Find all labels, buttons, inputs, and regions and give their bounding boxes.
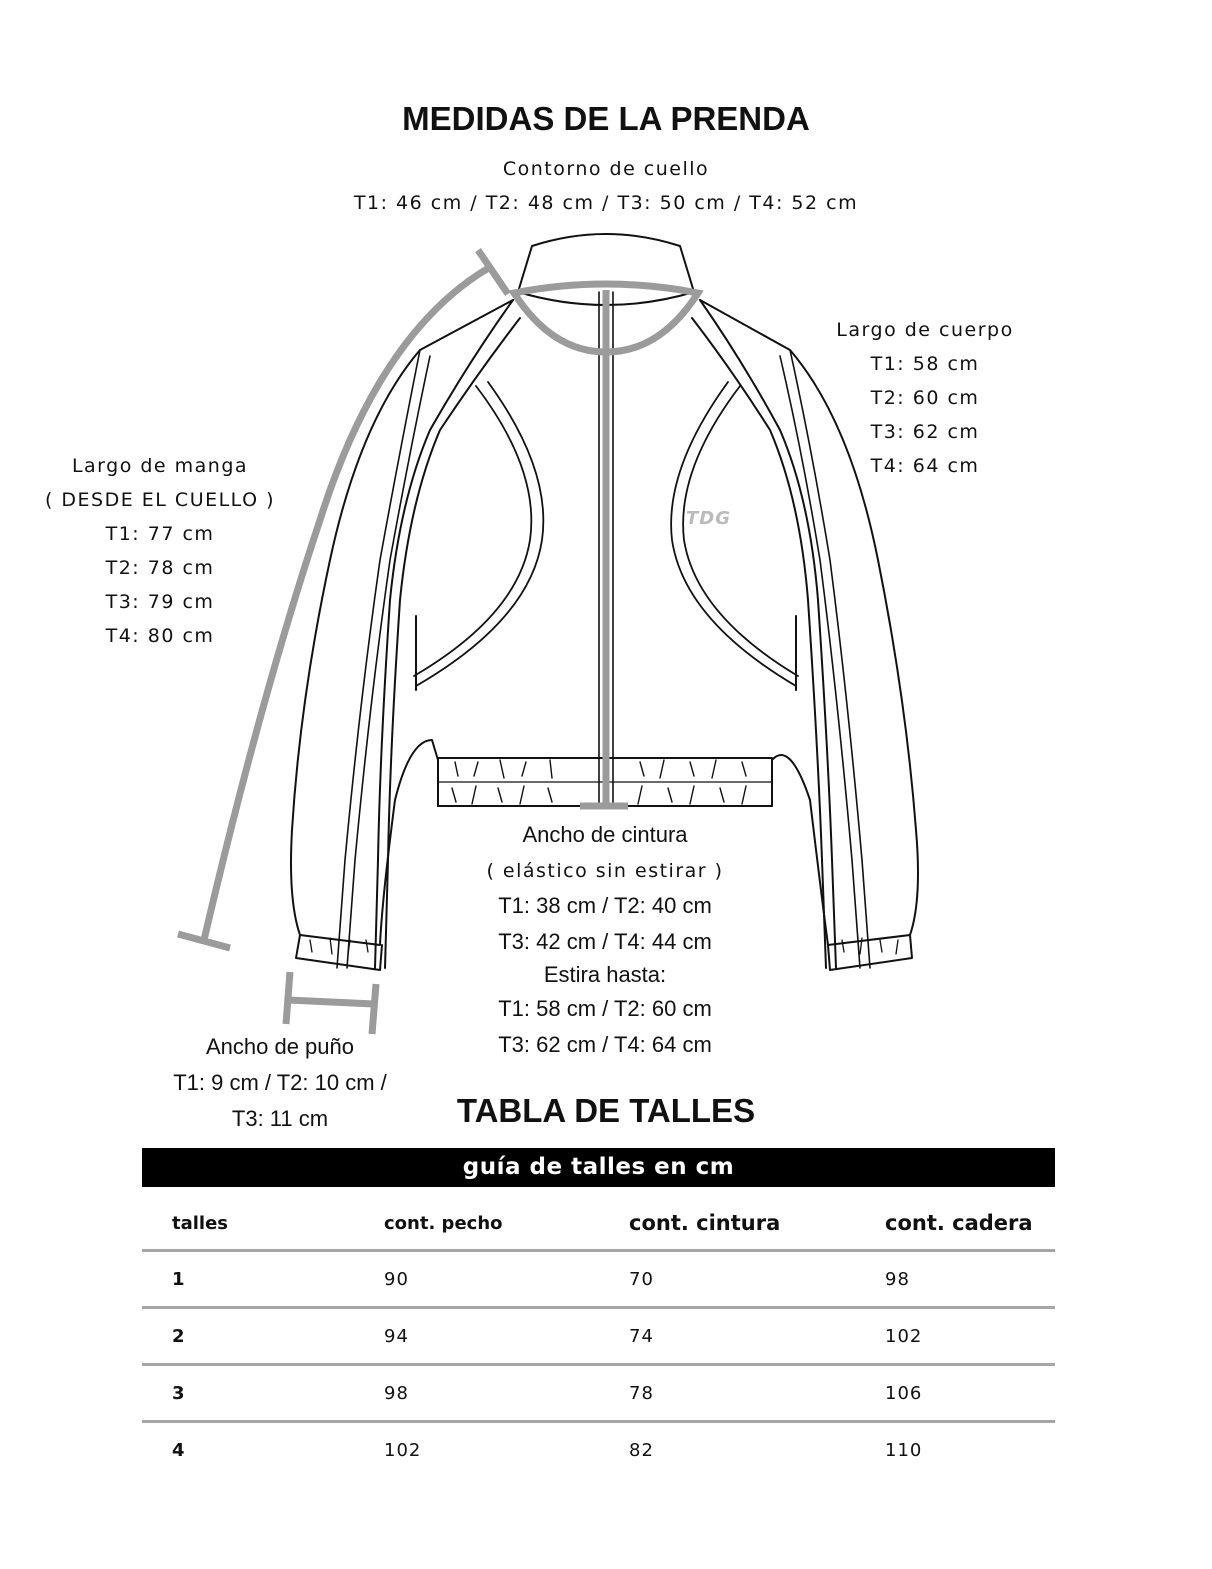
body-length-t1: T1: 58 cm [870, 353, 980, 375]
body-length-t3: T3: 62 cm [870, 421, 980, 443]
header-talles: talles [142, 1197, 384, 1251]
body-length-label: Largo de cuerpo [836, 319, 1014, 341]
table-header-row [142, 1197, 1055, 1251]
brand-logo: TDG [686, 508, 731, 529]
size-table-title: TABLA DE TALLES [456, 1092, 756, 1129]
cell-cadera: 98 [885, 1251, 1055, 1308]
waist-row1: T1: 38 cm / T2: 40 cm [498, 893, 712, 918]
cell-talle: 4 [172, 1439, 186, 1461]
cell-cadera: 106 [885, 1365, 1055, 1422]
cell-pecho: 90 [384, 1251, 629, 1308]
sleeve-label: Largo de manga [71, 455, 249, 477]
cuff-row1: T1: 9 cm / T2: 10 cm / [173, 1070, 387, 1095]
page-title: MEDIDAS DE LA PRENDA [402, 100, 810, 137]
cell-talle: 2 [142, 1308, 384, 1365]
sleeve-t1: T1: 77 cm [105, 523, 215, 545]
sleeve-t2: T2: 78 cm [105, 557, 215, 579]
cell-cadera: 110 [885, 1439, 923, 1461]
sleeve-note: ( DESDE EL CUELLO ) [44, 489, 276, 511]
cell-pecho: 98 [384, 1365, 629, 1422]
cell-cintura: 70 [629, 1251, 885, 1308]
size-table [142, 1197, 1055, 1477]
sleeve-t4: T4: 80 cm [105, 625, 215, 647]
waist-stretch-label: Estira hasta: [543, 962, 667, 987]
waist-note: ( elástico sin estirar ) [486, 860, 724, 882]
cell-cintura: 82 [629, 1439, 654, 1461]
body-length-t2: T2: 60 cm [870, 387, 980, 409]
header-pecho: cont. pecho [384, 1197, 629, 1251]
header-cadera: cont. cadera [885, 1197, 1055, 1251]
table-row [142, 1251, 1055, 1308]
waist-row4: T3: 62 cm / T4: 64 cm [498, 1032, 712, 1057]
neck-values: T1: 46 cm / T2: 48 cm / T3: 50 cm / T4: 52 cm [353, 192, 859, 214]
cell-cintura: 74 [629, 1308, 885, 1365]
table-row [142, 1365, 1055, 1422]
cuff-row2: T3: 11 cm [231, 1106, 329, 1131]
cell-cintura: 78 [629, 1365, 885, 1422]
cell-pecho: 102 [384, 1439, 422, 1461]
cell-cadera: 102 [885, 1308, 1055, 1365]
waist-row3: T1: 58 cm / T2: 60 cm [498, 996, 712, 1021]
header-cintura: cont. cintura [629, 1197, 885, 1251]
table-row [142, 1308, 1055, 1365]
size-table-band: guía de talles en cm [142, 1148, 1055, 1187]
waist-label: Ancho de cintura [522, 822, 688, 847]
waist-row2: T3: 42 cm / T4: 44 cm [498, 929, 712, 954]
sleeve-t3: T3: 79 cm [105, 591, 215, 613]
neck-label: Contorno de cuello [502, 158, 710, 180]
cell-talle: 3 [142, 1365, 384, 1422]
body-length-t4: T4: 64 cm [870, 455, 980, 477]
cell-talle: 1 [142, 1251, 384, 1308]
cell-pecho: 94 [384, 1308, 629, 1365]
table-row [142, 1422, 1055, 1478]
cuff-label: Ancho de puño [205, 1034, 355, 1059]
